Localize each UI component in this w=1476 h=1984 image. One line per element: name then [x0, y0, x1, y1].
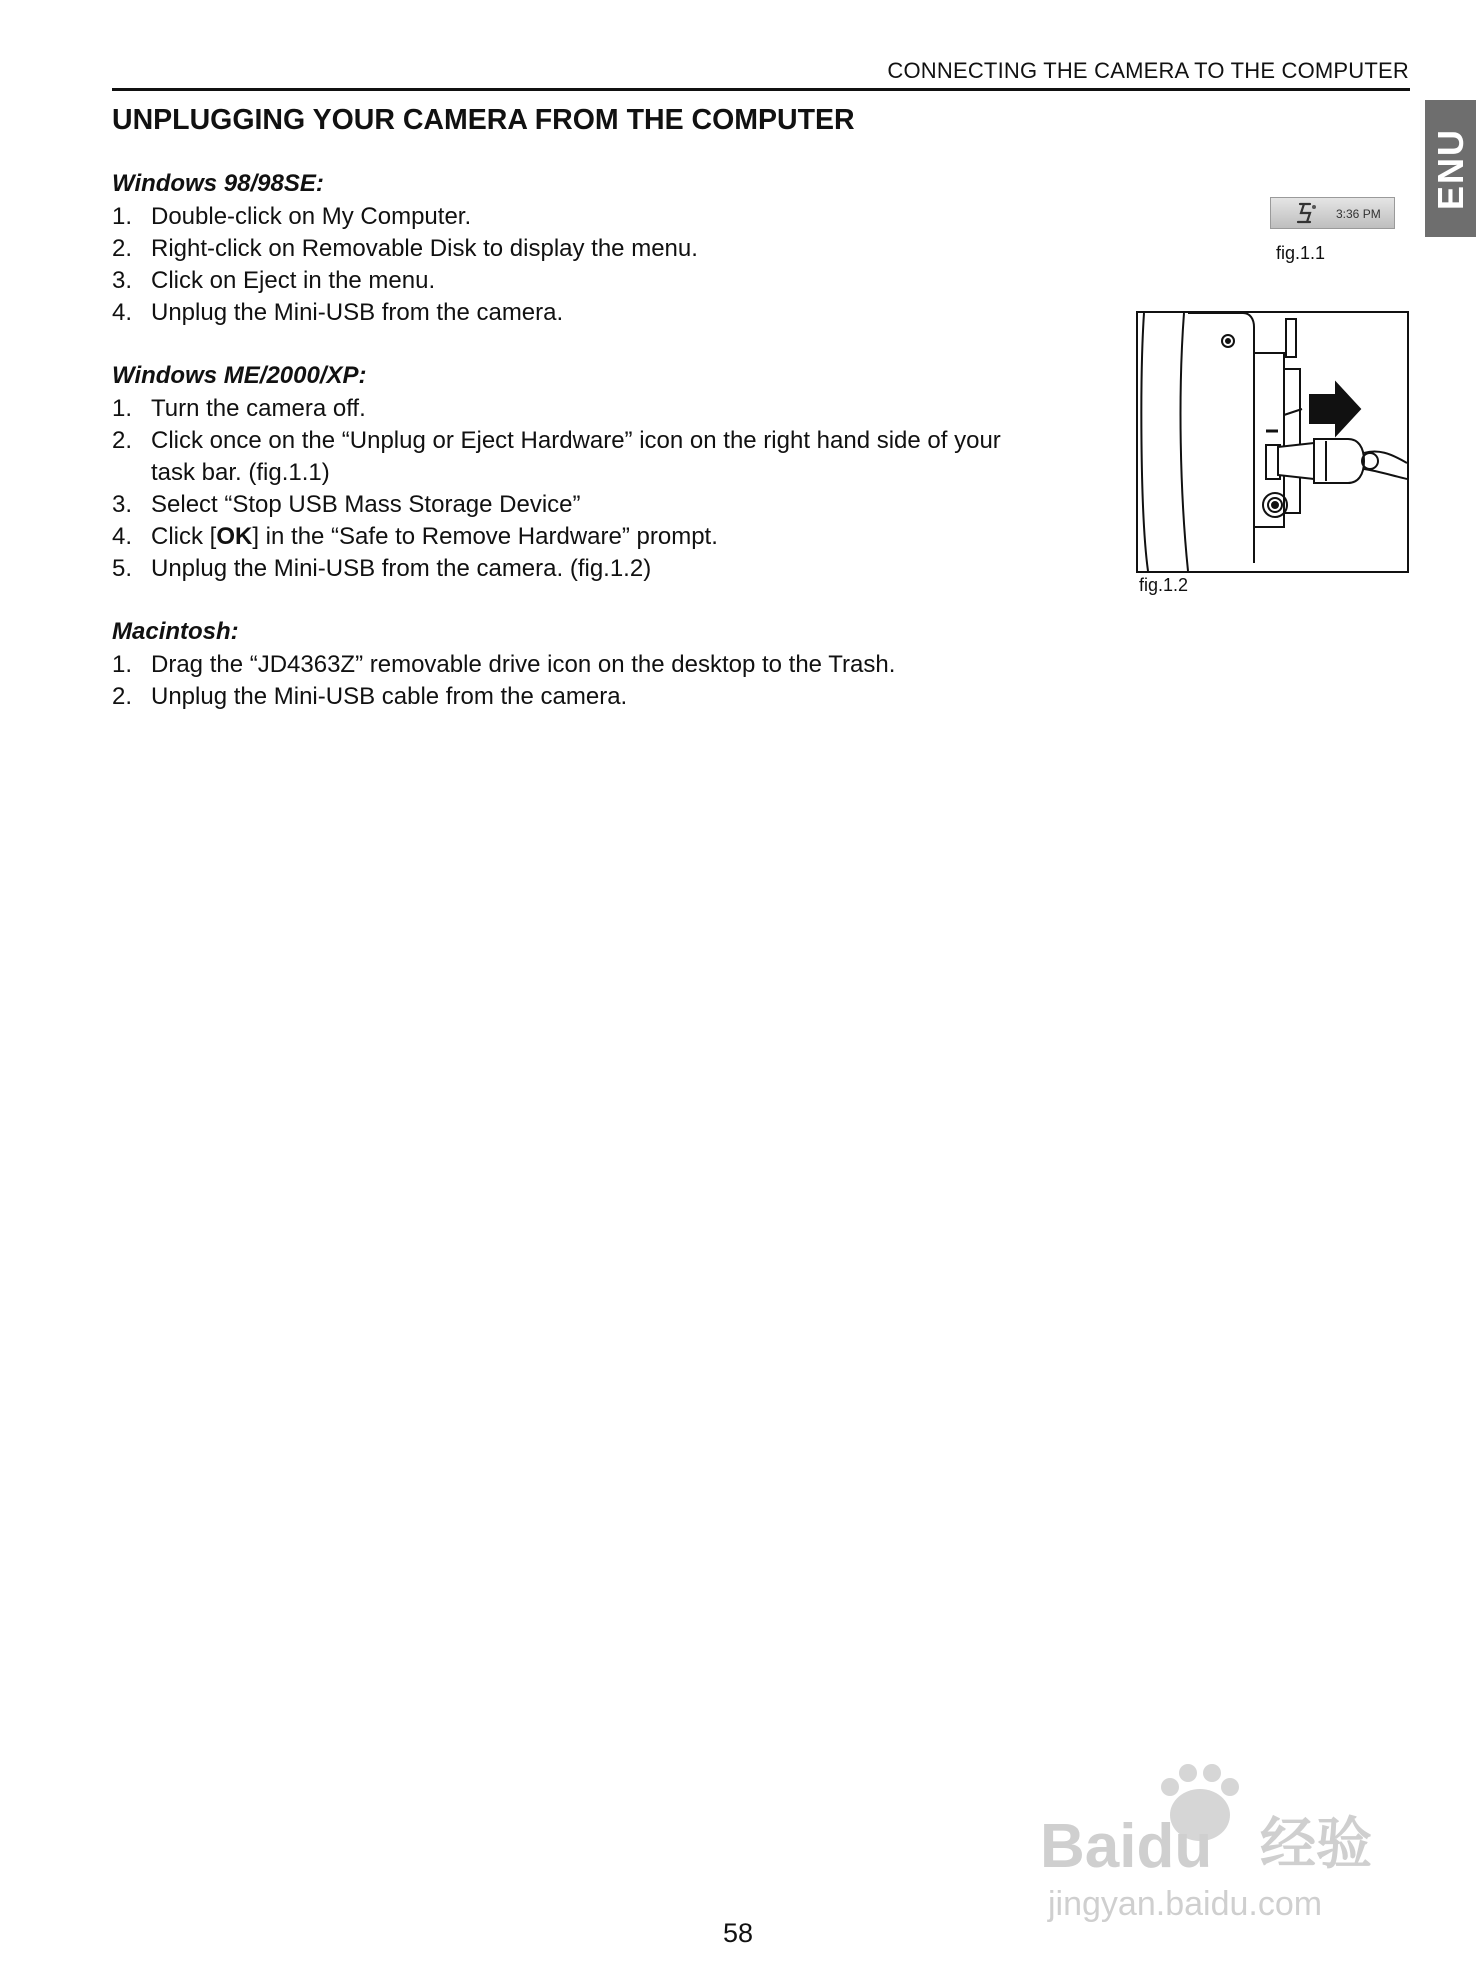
- step-text: Drag the “JD4363Z” removable drive icon on the desktop to the Trash.: [151, 651, 896, 678]
- figure-1-1-taskbar: [1270, 197, 1395, 229]
- step-number: 2.: [112, 683, 133, 710]
- step-text-continued: task bar. (fig.1.1): [151, 459, 330, 486]
- header-rule: [112, 88, 1410, 91]
- page-number: 58: [722, 1918, 754, 1948]
- taskbar-tray: [1270, 197, 1395, 229]
- step-text: Double-click on My Computer.: [151, 203, 472, 230]
- list-item: [112, 553, 1001, 585]
- list-item: [112, 425, 1001, 489]
- step-number: 1.: [112, 395, 133, 422]
- section-heading-windows-me-xp: Windows ME/2000/XP:: [112, 362, 367, 389]
- step-number: 4.: [112, 299, 133, 326]
- steps-list-windows-me-xp: [112, 393, 1001, 585]
- step-text: Select “Stop USB Mass Storage Device”: [151, 491, 581, 518]
- list-item: [112, 393, 1001, 425]
- list-item: [112, 297, 698, 329]
- baidu-watermark: [1040, 1755, 1410, 1930]
- step-number: 2.: [112, 427, 133, 454]
- ok-button-label: OK: [216, 523, 253, 550]
- step-number: 1.: [112, 651, 133, 678]
- step-number: 3.: [112, 267, 133, 294]
- list-item: [112, 265, 698, 297]
- step-text: Unplug the Mini-USB from the camera.: [151, 299, 564, 326]
- step-number: 3.: [112, 491, 133, 518]
- step-text: Click once on the “Unplug or Eject Hardware” icon on the right hand side of your: [151, 427, 1001, 454]
- camera-usb-unplug-illustration: [1138, 313, 1407, 571]
- steps-list-windows98: [112, 201, 698, 329]
- step-text: Turn the camera off.: [151, 395, 366, 422]
- language-tab: [1425, 100, 1476, 237]
- list-item: [112, 649, 895, 681]
- running-header: CONNECTING THE CAMERA TO THE COMPUTER: [887, 58, 1409, 83]
- list-item: [112, 521, 1001, 553]
- list-item: [112, 201, 698, 233]
- list-item: [112, 233, 698, 265]
- watermark-cn: 经验: [1260, 1812, 1372, 1877]
- step-text: Unplug the Mini-USB from the camera. (fig.1.2): [151, 555, 652, 582]
- step-number: 5.: [112, 555, 133, 582]
- step-number: 1.: [112, 203, 133, 230]
- figure-1-1-caption: fig.1.1: [1276, 243, 1326, 263]
- list-item: [112, 489, 1001, 521]
- section-heading-macintosh: Macintosh:: [112, 618, 239, 645]
- figure-1-2-caption: fig.1.2: [1139, 575, 1189, 595]
- steps-list-macintosh: [112, 649, 895, 713]
- step-text: ] in the “Safe to Remove Hardware” prompt.: [252, 523, 718, 550]
- step-text: Click on Eject in the menu.: [151, 267, 436, 294]
- step-text: Unplug the Mini-USB cable from the camera.: [151, 683, 628, 710]
- section-heading-windows98: Windows 98/98SE:: [112, 170, 324, 197]
- figure-1-2-illustration: [1136, 311, 1409, 573]
- list-item: [112, 681, 895, 713]
- step-number: 2.: [112, 235, 133, 262]
- page-title: UNPLUGGING YOUR CAMERA FROM THE COMPUTER: [112, 104, 855, 136]
- watermark-url: jingyan.baidu.com: [1048, 1885, 1323, 1923]
- step-text: Click [: [151, 523, 217, 550]
- step-text: Right-click on Removable Disk to display the menu.: [151, 235, 698, 262]
- tray-clock: 3:36 PM: [1336, 207, 1381, 221]
- step-number: 4.: [112, 523, 133, 550]
- language-tab-label: ENU: [1429, 127, 1471, 210]
- watermark-brand: Baidu: [1040, 1812, 1213, 1881]
